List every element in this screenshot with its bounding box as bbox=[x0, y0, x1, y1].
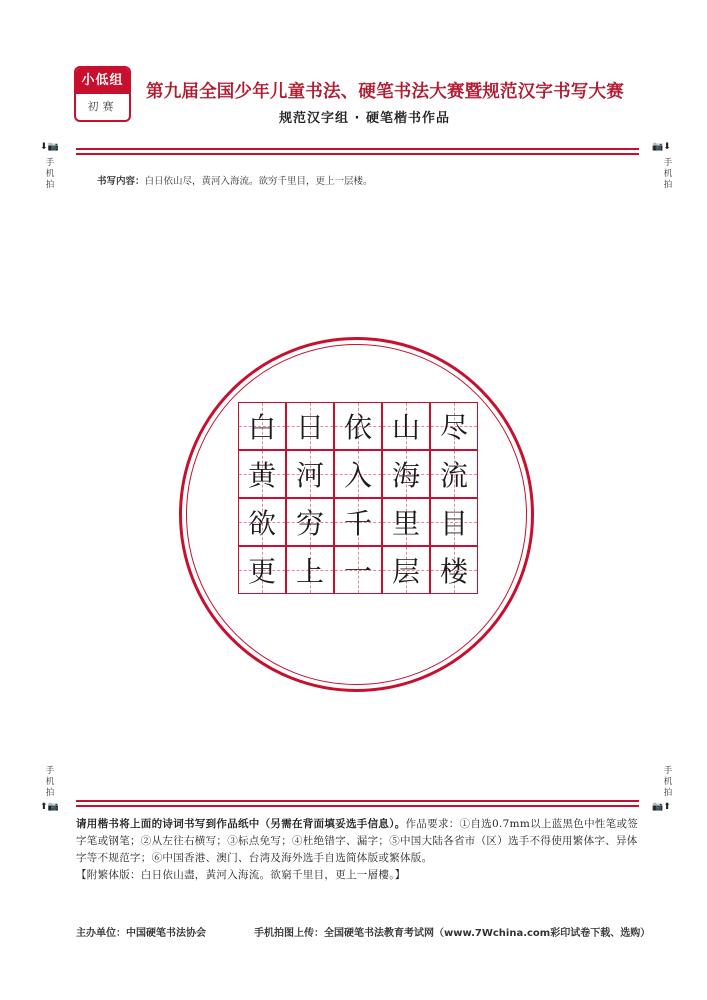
top-border-line bbox=[76, 153, 639, 155]
competition-title: 第九届全国少年儿童书法、硬笔书法大赛暨规范汉字书写大赛 bbox=[146, 82, 624, 102]
grid-cell: 黄 bbox=[238, 450, 286, 498]
badge-group-label: 小低组 bbox=[76, 68, 129, 94]
organizer-text: 主办单位：中国硬笔书法协会 bbox=[76, 928, 206, 939]
side-label-bottom-right: 手 机 拍 bbox=[663, 766, 673, 798]
grid-cell: 里 bbox=[382, 498, 430, 546]
grid-cell: 流 bbox=[430, 450, 478, 498]
top-border-line bbox=[76, 148, 639, 150]
tianzige-character-grid bbox=[238, 402, 478, 594]
side-label-top-left: 手 机 拍 bbox=[45, 158, 55, 190]
category-subtitle: 规范汉字组 · 硬笔楷书作品 bbox=[279, 111, 450, 126]
grid-cell: 欲 bbox=[238, 498, 286, 546]
grid-cell: 白 bbox=[238, 402, 286, 450]
grid-cell: 层 bbox=[382, 546, 430, 594]
requirements-block bbox=[76, 816, 644, 884]
poem-text: 白日依山尽，黄河入海流。欲穷千里目，更上一层楼。 bbox=[144, 176, 373, 187]
camera-upload-icon-bottom-left: ⬆📷 bbox=[40, 802, 59, 812]
writing-content bbox=[97, 173, 373, 187]
grid-cell: 山 bbox=[382, 402, 430, 450]
grid-cell: 一 bbox=[334, 546, 382, 594]
grid-cell: 千 bbox=[334, 498, 382, 546]
grid-cell: 河 bbox=[286, 450, 334, 498]
grid-cell: 目 bbox=[430, 498, 478, 546]
camera-download-icon-top-right: 📷⬇ bbox=[652, 142, 671, 152]
side-label-bottom-left: 手 机 拍 bbox=[45, 766, 55, 798]
traditional-version-note: 【附繁体版：白日依山盡，黃河入海流。欲窮千里目，更上一層樓。】 bbox=[76, 869, 406, 881]
side-label-top-right: 手 机 拍 bbox=[663, 158, 673, 190]
requirements-body: 作品要求：①自选0.7mm以上蓝黑色中性笔或签字笔或钢笔；②从左往右横写；③标点免写；④杜绝错字、漏字；⑤中国大陆各省市（区）选手不得使用繁体字、异体字等不规范字；⑥中国香港、澳门、台湾及海外选手自选简体版或繁体版。 bbox=[76, 818, 639, 864]
writing-content-label: 书写内容： bbox=[97, 176, 145, 187]
bottom-border-line bbox=[76, 800, 639, 802]
grid-cell: 日 bbox=[286, 402, 334, 450]
grid-cell: 入 bbox=[334, 450, 382, 498]
grid-cell: 海 bbox=[382, 450, 430, 498]
grid-cell: 穷 bbox=[286, 498, 334, 546]
grid-cell: 依 bbox=[334, 402, 382, 450]
camera-upload-icon-bottom-right: 📷⬆ bbox=[652, 802, 671, 812]
grid-cell: 楼 bbox=[430, 546, 478, 594]
upload-instructions: 手机拍图上传：全国硬笔书法教育考试网（www.7Wchina.com彩印试卷下载、选购） bbox=[254, 928, 651, 939]
requirements-lead: 请用楷书将上面的诗词书写到作品纸中（另需在背面填妥选手信息）。 bbox=[76, 818, 406, 830]
grid-cell: 更 bbox=[238, 546, 286, 594]
camera-download-icon-top-left: ⬇📷 bbox=[40, 142, 59, 152]
bottom-border-line bbox=[76, 805, 639, 807]
badge-round-label: 初赛 bbox=[87, 100, 118, 113]
grid-cell: 尽 bbox=[430, 402, 478, 450]
grid-cell: 上 bbox=[286, 546, 334, 594]
